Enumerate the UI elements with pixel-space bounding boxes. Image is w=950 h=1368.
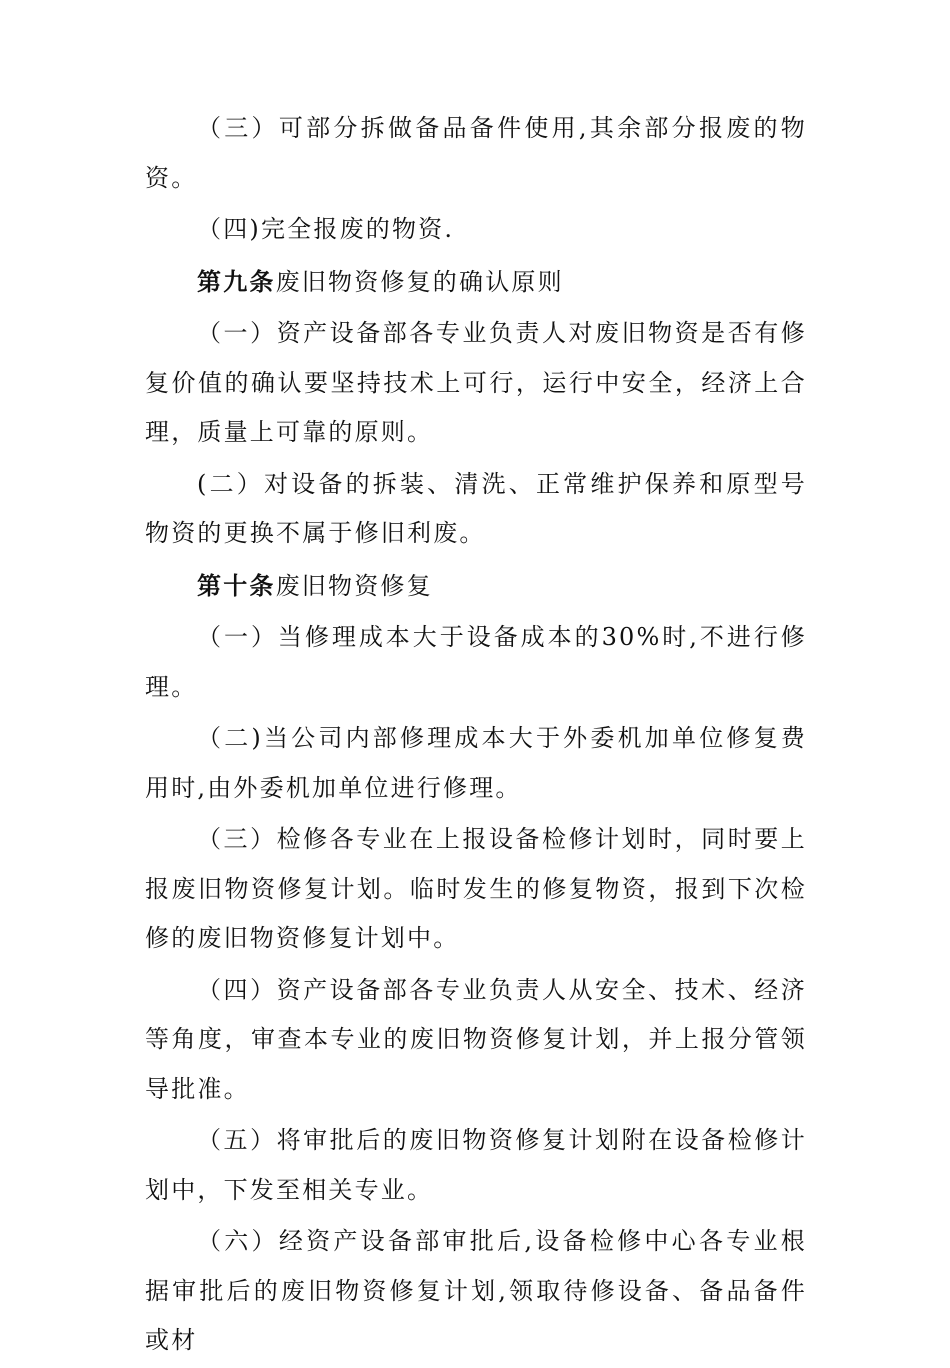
- paragraph-article-10-5: [145, 1116, 807, 1215]
- paragraph-article-10-1: [145, 613, 807, 712]
- paragraph-article-9-2: [145, 460, 807, 559]
- article-title: 废旧物资修复的确认原则: [275, 267, 564, 296]
- paragraph-text: （五）将审批后的废旧物资修复计划附在设备检修计划中，下发至相关专业。: [145, 1126, 807, 1204]
- paragraph-text: （四）资产设备部各专业负责人从安全、技术、经济等角度，审查本专业的废旧物资修复计划，并上报分管领导批准。: [145, 975, 807, 1103]
- paragraph-article-9-1: [145, 309, 807, 458]
- article-title: 废旧物资修复: [275, 571, 433, 600]
- paragraph-article-10-6: [145, 1217, 807, 1366]
- paragraph-text: （一）当修理成本大于设备成本的30%时,不进行修理。: [145, 623, 807, 701]
- paragraph-text: （二)当公司内部修理成本大于外委机加单位修复费用时,由外委机加单位进行修理。: [145, 724, 807, 802]
- document-body: [145, 104, 807, 1368]
- paragraph-text: （四)完全报废的物资.: [197, 215, 455, 243]
- paragraph-item-3: [145, 104, 807, 203]
- article-10-heading: [145, 561, 807, 612]
- paragraph-article-10-4: [145, 966, 807, 1115]
- paragraph-article-10-3: [145, 815, 807, 964]
- article-number: 第九条: [197, 266, 276, 296]
- paragraph-item-4: [145, 205, 807, 255]
- paragraph-text: (二）对设备的拆装、清洗、正常维护保养和原型号物资的更换不属于修旧利废。: [145, 469, 807, 547]
- paragraph-text: （三）检修各专业在上报设备检修计划时，同时要上报废旧物资修复计划。临时发生的修复物资，报到下次检修的废旧物资修复计划中。: [145, 825, 807, 952]
- paragraph-text: （三）可部分拆做备品备件使用,其余部分报废的物资。: [145, 114, 807, 192]
- paragraph-text: （一）资产设备部各专业负责人对废旧物资是否有修复价值的确认要坚持技术上可行，运行中安全，经济上合理，质量上可靠的原则。: [145, 319, 807, 446]
- article-9-heading: [145, 257, 807, 308]
- paragraph-article-10-2: [145, 714, 807, 813]
- article-number: 第十条: [197, 570, 276, 600]
- paragraph-text: （六）经资产设备部审批后,设备检修中心各专业根据审批后的废旧物资修复计划,领取待修设备、备品备件或材: [145, 1227, 807, 1354]
